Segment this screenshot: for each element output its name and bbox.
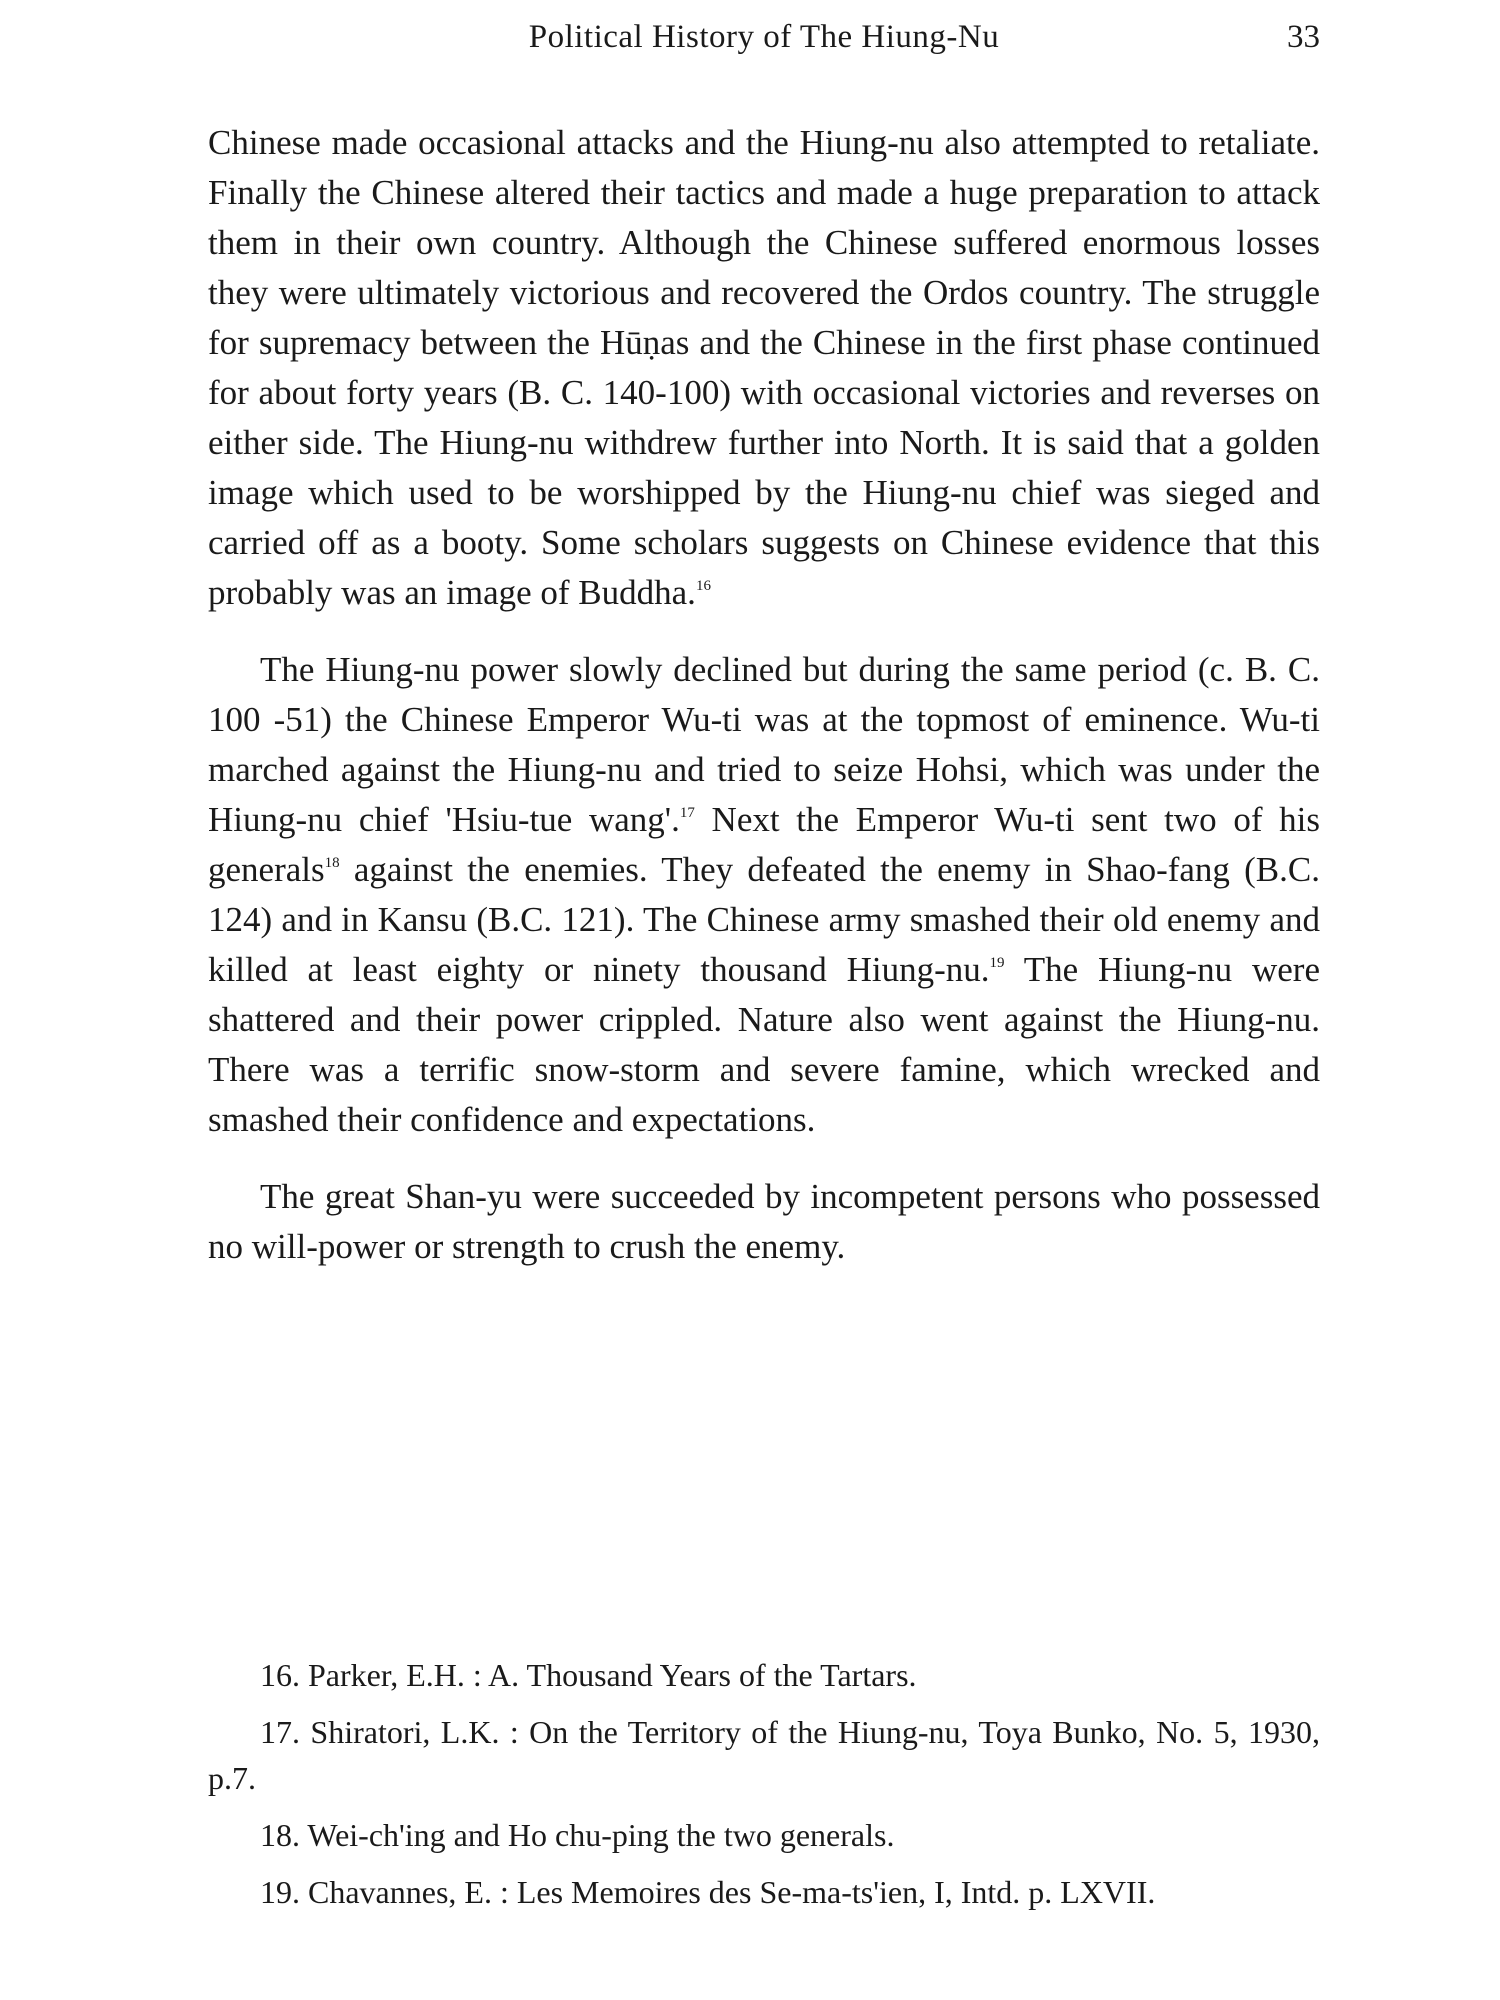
paragraph-2: [208, 645, 1320, 1145]
footnote-ref-16: 16: [695, 578, 711, 594]
running-title: Political History of The Hiung-Nu: [528, 19, 1000, 55]
footnote-ref-19: 19: [989, 955, 1005, 971]
footnote-ref-17: 17: [679, 805, 695, 821]
paragraph-3: [208, 1172, 1320, 1272]
paragraph-2-text-d: The Hiung-nu were shattered and their power crippled. Nature also went against the Hiung-nu. There was a terrific snow-storm and severe famine, which wrecked and smashed their confidence and expectations.: [208, 950, 1321, 1139]
footnote-17: 17. Shiratori, L.K. : On the Territory of the Hiung-nu, Toya Bunko, No. 5, 1930, p.7.: [208, 1714, 1320, 1796]
paragraph-2-text-b: Next the Emperor Wu-ti sent two of his generals: [208, 800, 1321, 889]
body-text: [208, 118, 1320, 1299]
footnotes: [208, 1652, 1320, 1926]
page-number: 33: [1287, 19, 1320, 55]
paragraph-3-text: The great Shan-yu were succeeded by incompetent persons who possessed no will-power or strength to crush the enemy.: [208, 1177, 1320, 1266]
footnote-ref-18: 18: [324, 855, 340, 871]
running-header: [208, 12, 1320, 62]
footnote-18: 18. Wei-ch'ing and Ho chu-ping the two generals.: [260, 1817, 895, 1853]
paragraph-2-text-a: The Hiung-nu power slowly declined but during the same period (c. B. C. 100 -51) the Chinese Emperor Wu-ti was at the topmost of eminence. Wu-ti marched against the Hiung-nu and tried to seize Hohsi, which was under the Hiung-nu chief 'Hsiu-tue wang'.: [208, 650, 1320, 839]
paragraph-2-text-c: against the enemies. They defeated the enemy in Shao-fang (B.C. 124) and in Kansu (B.C. 121). The Chinese army smashed their old enemy and killed at least eighty or ninety thousand Hiung-nu.: [208, 850, 1320, 989]
paragraph-1: [208, 118, 1320, 618]
footnote-19: 19. Chavannes, E. : Les Memoires des Se-ma-ts'ien, I, Intd. p. LXVII.: [260, 1874, 1156, 1910]
footnote-16: 16. Parker, E.H. : A. Thousand Years of the Tartars.: [260, 1657, 917, 1693]
paragraph-1-text: Chinese made occasional attacks and the Hiung-nu also attempted to retaliate. Finally the Chinese altered their tactics and made a huge preparation to attack them in their own country. Although the Chinese suffered enormous losses they were ultimately victorious and recovered the Ordos country. The struggle for supremacy between the Hūṇas and the Chinese in the first phase continued for about forty years (B. C. 140-100) with occasional victories and reverses on either side. The Hiung-nu withdrew further into North. It is said that a golden image which used to be worshipped by the Hiung-nu chief was sieged and carried off as a booty. Some scholars suggests on Chinese evidence that this probably was an image of Buddha.: [208, 123, 1320, 612]
